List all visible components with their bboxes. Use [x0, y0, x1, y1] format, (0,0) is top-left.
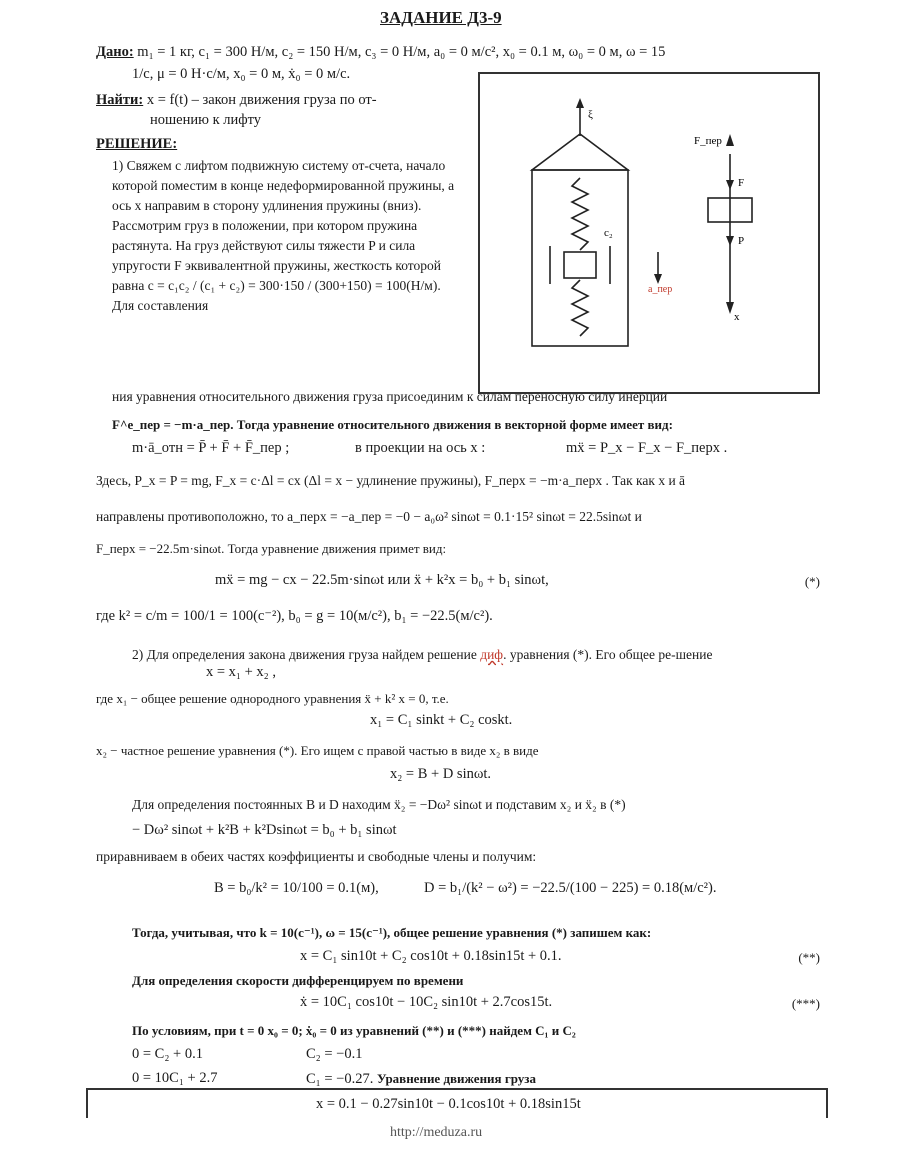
- text-line-accel: направлены противоположно, то a_перx = −a_пер = −0 − a₀ω² sinωt = 0.1·15² sinωt = 22.5sinωt и: [96, 509, 642, 524]
- text-line-velocity-intro: Для определения скорости дифференцируем по времени: [132, 973, 464, 988]
- find-line-2: ношению к лифту: [150, 112, 262, 128]
- equation-c2-a: 0 = C₂ + 0.1: [132, 1046, 203, 1062]
- text-line-coeffs: где k² = c/m = 100/1 = 100(с⁻²), b₀ = g = 10(м/с²), b₁ = −22.5(м/с²).: [96, 608, 493, 624]
- text-line-where: Здесь, P_x = P = mg, F_x = c·Δl = cx (Δl = x − удлинение пружины), F_перx = −m·a_перx . Так как x и ā: [96, 473, 686, 488]
- equation-d: D = b₁/(k² − ω²) = −22.5/(100 − 225) = 0.18(м/с²).: [424, 880, 717, 896]
- equation-x2: x₂ = B + D sinωt.: [390, 766, 492, 782]
- equation-x1: x₁ = C₁ sinkt + C₂ coskt.: [370, 712, 513, 728]
- solution-heading: РЕШЕНИЕ:: [96, 136, 178, 152]
- text-line-relative: ния уравнения относительного движения груза присоединим к силам переносную силу инерции: [112, 389, 668, 404]
- equation-c1-a: 0 = 10C₁ + 2.7: [132, 1070, 218, 1086]
- equation-star: mẍ = mg − cx − 22.5m·sinωt или ẍ + k²x = b₀ + b₁ sinωt,: [215, 572, 549, 588]
- final-answer-box: [86, 1088, 828, 1118]
- given-line-1: Дано: m₁ = 1 кг, c₁ = 300 Н/м, c₂ = 150 Н/м, c₃ = 0 Н/м, a₀ = 0 м/с², x₀ = 0.1 м, ω₀ = 0 м, ω = 15: [96, 44, 666, 60]
- equation-velocity: ẋ = 10C₁ cos10t − 10C₂ sin10t + 2.7cos15t.: [300, 994, 553, 1010]
- solution-paragraph-1: 1) Свяжем с лифтом подвижную систему от-счета, начало которой поместим в конце недеформированной пружины, а ось x направим в сторону удлинения пружины (вниз). Рассмотрим груз в положении, при котором пружина растянута. На груз действуют силы тяжести P и сила упругости F эквивалентной пружины, жесткость которой равна c = c₁c₂ / (c₁ + c₂) = 300·150 / (300+150) = 100(Н/м). Для составления: [112, 158, 455, 313]
- equation-c1-b: C₁ = −0.27. Уравнение движения груза: [306, 1071, 537, 1087]
- equation-b: B = b₀/k² = 10/100 = 0.1(м),: [214, 880, 379, 896]
- text-line-equate: приравниваем в обеих частях коэффициенты и свободные члены и получим:: [96, 849, 537, 864]
- equation-double-star: x = C₁ sin10t + C₂ cos10t + 0.18sin15t + 0.1.: [300, 948, 562, 964]
- mechanism-diagram: [480, 74, 818, 392]
- fig-label-mass: c₂: [604, 227, 613, 239]
- text-line-x2: x₂ − частное решение уравнения (*). Его ищем с правой частью в виде x₂ в виде: [96, 743, 539, 758]
- footer-url: http://meduza.ru: [390, 1125, 483, 1140]
- fig-label-p: P: [738, 235, 745, 247]
- equation-number-double-star: (**): [798, 950, 820, 965]
- equation-number-star: (*): [804, 574, 820, 589]
- text-line-form: F^e_пер = −m·a_пер. Тогда уравнение относительного движения в векторной форме имеет вид:: [112, 417, 673, 432]
- equation-projection: mẍ = P_x − F_x − F_перx .: [566, 440, 728, 456]
- equation-projection-label: в проекции на ось x :: [355, 440, 486, 456]
- equation-c2-b: C₂ = −0.1: [306, 1046, 363, 1062]
- fig-label-xi: ξ: [588, 109, 593, 121]
- fig-label-finert: F_пер: [694, 135, 722, 147]
- fig-label-aper: a_пер: [648, 284, 673, 295]
- mechanism-figure: [478, 72, 820, 394]
- text-line-x1: где x₁ − общее решение однородного уравнения ẍ + k² x = 0, т.е.: [96, 691, 449, 706]
- text-line-constants: Для определения постоянных B и D находим ẍ₂ = −Dω² sinωt и подставим x₂ и ẍ₂ в (*): [132, 797, 626, 812]
- find-line-1: Найти: x = f(t) – закон движения груза по от-: [96, 92, 377, 108]
- text-line-conditions: По условиям, при t = 0 x₀ = 0; ẋ₀ = 0 из уравнений (**) и (***) найдем C₁ и C₂: [132, 1023, 576, 1038]
- fig-label-f: F: [738, 177, 745, 189]
- text-line-general: x = x₁ + x₂ ,: [206, 664, 276, 680]
- equation-vector: m·ā_отн = P̄ + F̄ + F̄_пер ;: [132, 440, 290, 456]
- final-answer: x = 0.1 − 0.27sin10t − 0.1cos10t + 0.18sin15t: [316, 1096, 581, 1112]
- equation-number-triple-star: (***): [791, 996, 820, 1011]
- text-line-force: F_перx = −22.5m·sinωt. Тогда уравнение движения примет вид:: [96, 541, 447, 556]
- page-title: ЗАДАНИЕ Д3-9: [380, 8, 502, 27]
- equation-subst: − Dω² sinωt + k²B + k²Dsinωt = b₀ + b₁ sinωt: [132, 822, 397, 838]
- text-line-step2: 2) Для определения закона движения груза найдем решение диф. уравнения (*). Его общее ре-шение: [132, 647, 713, 662]
- fig-label-x: x: [734, 311, 740, 323]
- text-line-then: Тогда, учитывая, что k = 10(с⁻¹), ω = 15(с⁻¹), общее решение уравнения (*) запишем как:: [132, 925, 652, 940]
- given-line-2: 1/с, μ = 0 Н·с/м, x₀ = 0 м, ẋ₀ = 0 м/с.: [132, 66, 351, 82]
